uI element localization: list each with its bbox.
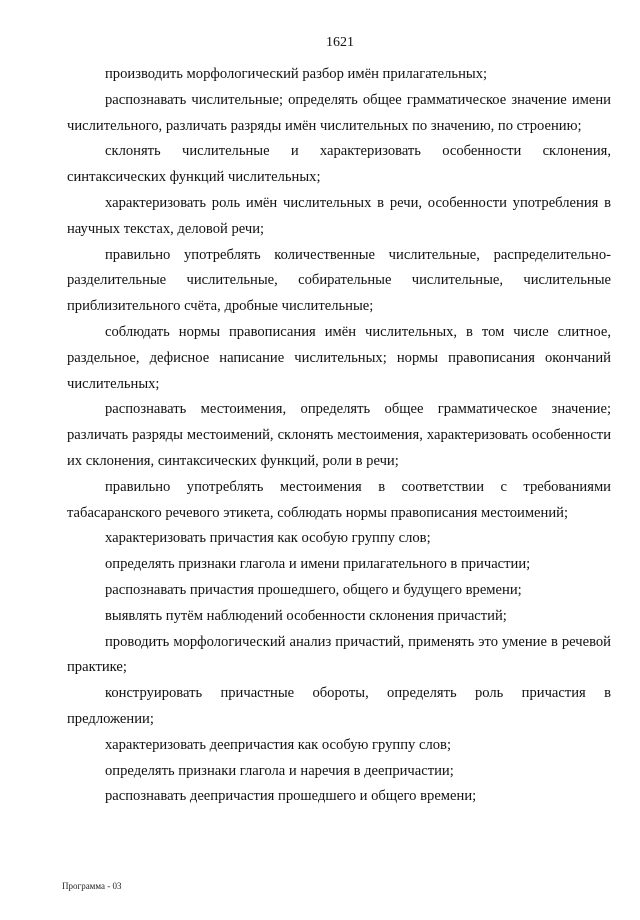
document-body <box>67 62 611 810</box>
footer-label: Программа - 03 <box>62 881 122 891</box>
list-item: производить морфологический разбор имён прилагательных; <box>105 66 488 82</box>
list-item: проводить морфологический анализ причастий, применять это умение в речевой практике; <box>67 633 611 676</box>
list-item: соблюдать нормы правописания имён числительных, в том числе слитное, раздельное, дефисное написание числительных; нормы правописания окончаний числительных; <box>67 323 611 392</box>
list-item: определять признаки глагола и имени прилагательного в причастии; <box>105 556 531 573</box>
list-item: распознавать причастия прошедшего, общего и будущего времени; <box>105 581 522 598</box>
list-item: распознавать деепричастия прошедшего и общего времени; <box>105 788 477 805</box>
page-number: 1621 <box>326 35 354 50</box>
list-item: склонять числительные и характеризовать особенности склонения, синтаксических функций числительных; <box>67 143 611 186</box>
list-item: определять признаки глагола и наречия в деепричастии; <box>105 762 454 779</box>
list-item: распознавать местоимения, определять общее грамматическое значение; различать разряды местоимений, склонять местоимения, характеризовать особенности их склонения, синтаксических функций, роли в речи; <box>67 401 611 469</box>
list-item: характеризовать роль имён числительных в речи, особенности употребления в научных текстах, деловой речи; <box>67 194 611 237</box>
list-item: правильно употреблять местоимения в соответствии с требованиями табасаранского речевого этикета, соблюдать нормы правописания местоимений; <box>67 478 611 521</box>
list-item: характеризовать деепричастия как особую группу слов; <box>105 736 452 753</box>
list-item: правильно употреблять количественные числительные, распределительно-разделительные числительные, собирательные числительные, числительные приблизительного счёта, дробные числительные; <box>67 246 611 315</box>
list-item: выявлять путём наблюдений особенности склонения причастий; <box>105 607 507 624</box>
list-item: распознавать числительные; определять общее грамматическое значение имени числительного, различать разряды имён числительных по значению, по строению; <box>67 91 611 134</box>
list-item: конструировать причастные обороты, определять роль причастия в предложении; <box>67 685 611 727</box>
list-item: характеризовать причастия как особую группу слов; <box>105 530 431 547</box>
